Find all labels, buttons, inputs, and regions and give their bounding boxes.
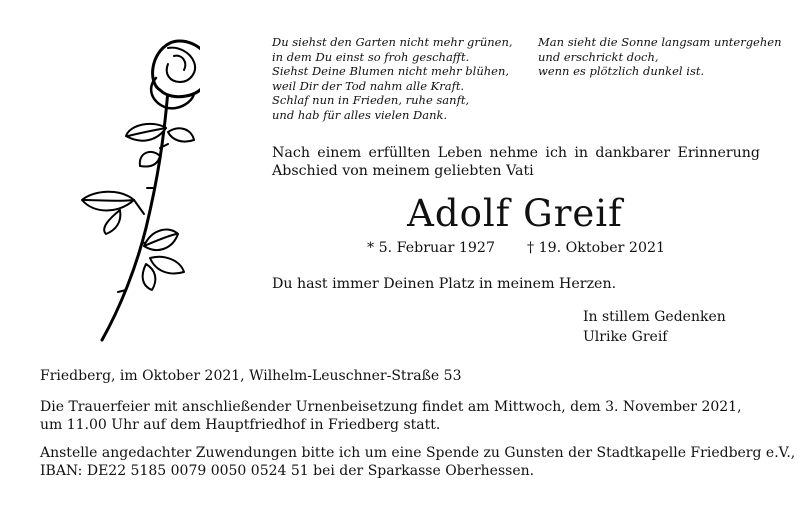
poem-right: [538, 35, 781, 79]
ceremony-line: Die Trauerfeier mit anschließender Urnenbeisetzung findet am Mittwoch, dem 3. November 2021,: [40, 399, 742, 415]
signature-line: Ulrike Greif: [583, 329, 668, 345]
donation-info: [40, 444, 795, 480]
place-date-address: Friedberg, im Oktober 2021, Wilhelm-Leuschner-Straße 53: [40, 368, 462, 384]
donation-line: IBAN: DE22 5185 0079 0050 0524 51 bei der Sparkasse Oberhessen.: [40, 463, 535, 479]
poem-left: [272, 35, 513, 123]
donation-line: Anstelle angedachter Zuwendungen bitte ich um eine Spende zu Gunsten der Stadtkapelle Friedberg e.V.,: [40, 445, 796, 461]
ceremony-line: um 11.00 Uhr auf dem Hauptfriedhof in Friedberg statt.: [40, 417, 441, 433]
poem-line: und erschrickt doch,: [538, 49, 659, 64]
deceased-name: Adolf Greif: [407, 192, 623, 235]
poem-line: Schlaf nun in Frieden, ruhe sanft,: [272, 93, 470, 108]
poem-line: weil Dir der Tod nahm alle Kraft.: [272, 78, 465, 93]
poem-line: Man sieht die Sonne langsam untergehen: [538, 35, 782, 49]
signature-line: In stillem Gedenken: [583, 309, 726, 325]
signature: [583, 307, 726, 347]
death-date: † 19. Oktober 2021: [527, 240, 666, 256]
rose-illustration: [60, 28, 200, 348]
birth-date: * 5. Februar 1927: [367, 240, 495, 256]
intro-text: Nach einem erfüllten Leben nehme ich in dankbarer Erinnerung Abschied von meinem geliebten Vati: [272, 145, 760, 179]
closing-text: Du hast immer Deinen Platz in meinem Herzen.: [272, 276, 617, 292]
poem-line: wenn es plötzlich dunkel ist.: [538, 64, 705, 79]
poem-line: Siehst Deine Blumen nicht mehr blühen,: [272, 64, 510, 79]
poem-line: in dem Du einst so froh geschafft.: [272, 49, 470, 64]
ceremony-info: [40, 398, 742, 434]
poem-line: Du siehst den Garten nicht mehr grünen,: [272, 35, 513, 49]
poem-line: und hab für alles vielen Dank.: [272, 107, 448, 122]
